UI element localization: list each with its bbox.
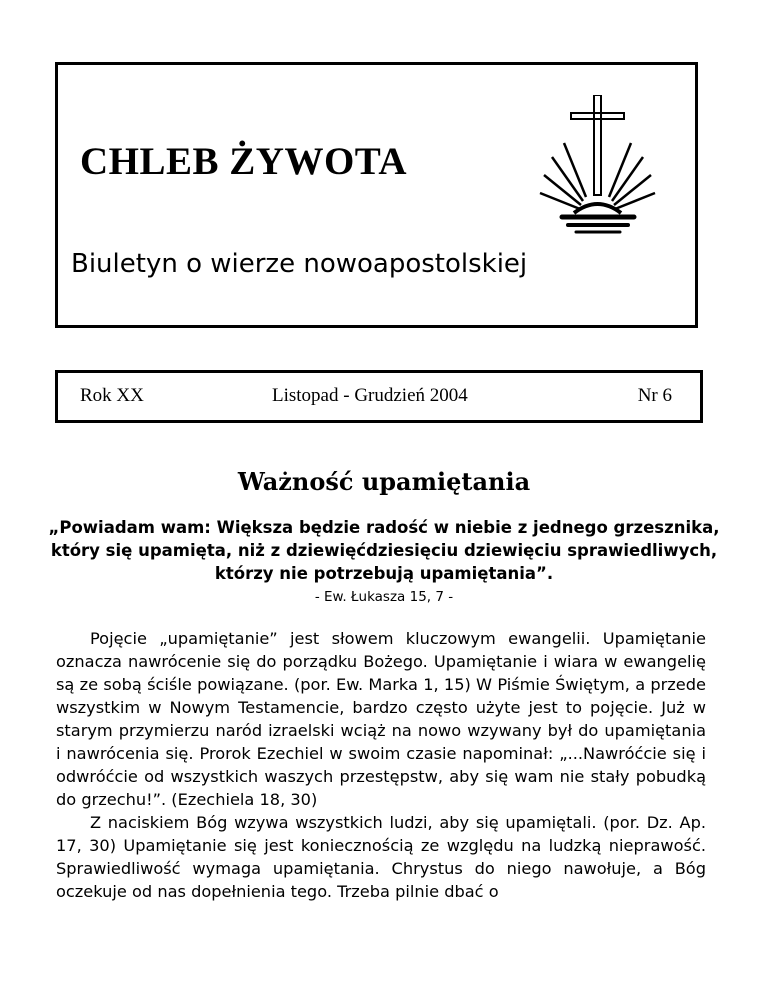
issue-year: Rok XX (80, 385, 144, 406)
article-paragraph: Z naciskiem Bóg wzywa wszystkich ludzi, aby się upamiętali. (por. Dz. Ap. 17, 30) Upamiętanie się jest koniecznością ze względu na ludzką nieprawość. Sprawiedliwość wymaga upamiętania. Chrystus do niego nawołuje, a Bóg oczekuje od nas dopełnienia tego. Trzeba pilnie dbać o (56, 813, 706, 901)
masthead-title: CHLEB ŻYWOTA (80, 140, 408, 183)
article-paragraph: Pojęcie „upamiętanie” jest słowem kluczowym ewangelii. Upamiętanie oznacza nawrócenie się do porządku Bożego. Upamiętanie i wiara w ewangelię są ze sobą ściśle powiązane. (por. Ew. Marka 1, 15) W Piśmie Świętym, a przede wszystkim w Nowym Testamencie, bardzo często użyte jest to pojęcie. Już w starym przymierzu naród izraelski wciąż na nowo wzywany był do upamiętania i nawrócenia się. Prorok Ezechiel w swoim czasie napominał: „...Nawróćcie się i odwróćcie od wszystkich waszych przestępstw, aby się wam nie stały pobudką do grzechu!”. (Ezechiela 18, 30) (56, 629, 706, 809)
article-title: Ważność upamiętania (237, 467, 531, 496)
quote-reference: - Ew. Łukasza 15, 7 - (314, 589, 454, 605)
bible-quote: „Powiadam wam: Większa będzie radość w niebie z jednego grzesznika, który się upamięta, niż z dziewięćdziesięciu dziewięciu sprawiedliwych, którzy nie potrzebują upamiętania”. (48, 518, 720, 583)
masthead-box (55, 62, 698, 328)
issue-date: Listopad - Grudzień 2004 (272, 385, 468, 406)
cross-sunrise-icon (534, 95, 664, 237)
masthead-subtitle: Biuletyn o wierze nowoapostolskiej (71, 249, 528, 279)
article-body (56, 627, 706, 903)
issue-number: Nr 6 (637, 385, 672, 406)
issue-info-bar (55, 370, 703, 423)
